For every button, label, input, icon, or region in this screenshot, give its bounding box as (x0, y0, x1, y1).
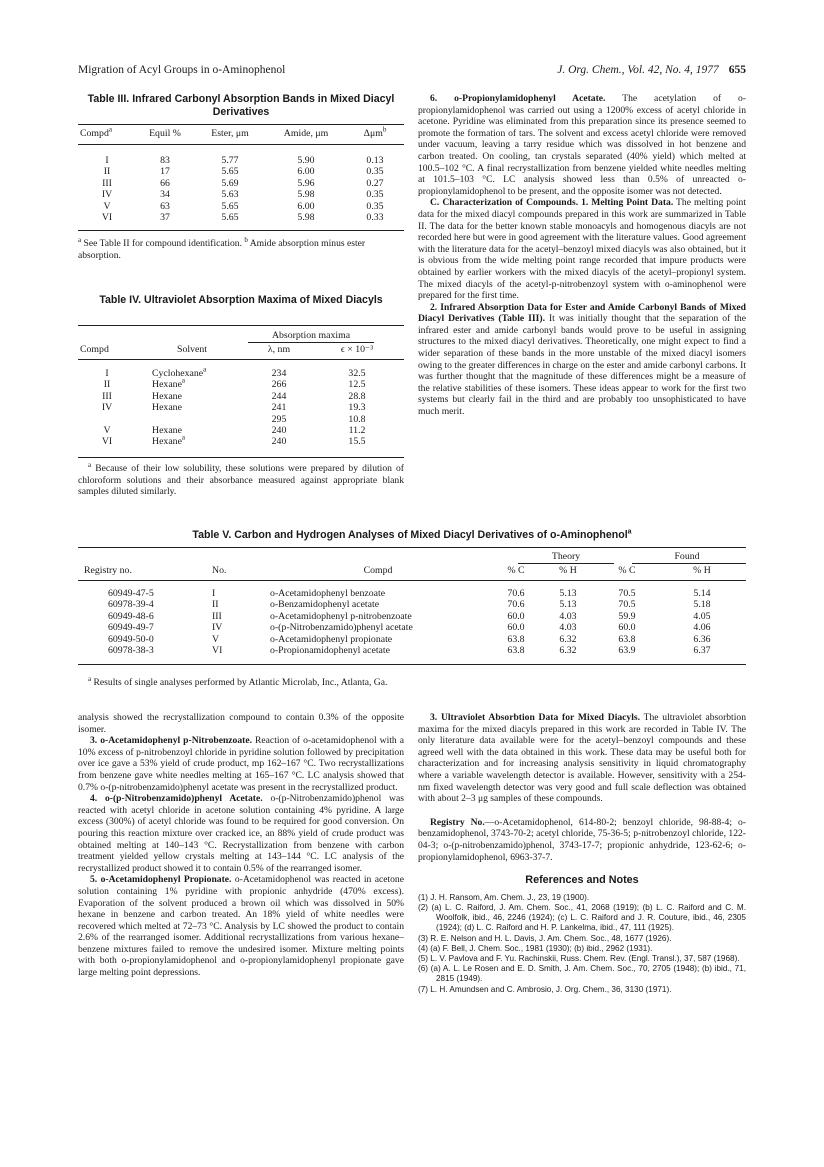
table-5-cell: 4.05 (693, 610, 711, 622)
table-4-cell: IV (101, 402, 113, 414)
table-5-cell: 70.5 (618, 599, 636, 611)
table-4-header-rule (78, 359, 404, 360)
table-3-col-delta: Δμm$^b$ (363, 125, 387, 139)
table-5-header (78, 565, 746, 576)
running-header-journal (557, 64, 746, 76)
table-4-footnote: $^a$ Because of their low solubility, these solutions were prepared by dilution of chloroform solutions and their absorbance measured against appropriate blank samples diluted similarly. (78, 460, 404, 498)
table-4-col-epsilon: ϵ × 10⁻³ (340, 344, 374, 355)
table-4-cell: 10.8 (348, 413, 366, 425)
table-5-top-rule (78, 547, 746, 548)
table-5-col-compd: Compd (363, 565, 393, 576)
running-header-title: Migration of Acyl Groups in o-Aminophenol (78, 64, 286, 76)
table-4-col-lambda: λ, nm (267, 344, 291, 355)
table-4-row (78, 391, 404, 402)
table-5-col-theory-h: % H (559, 565, 577, 576)
table-5-title: Table V. Carbon and Hydrogen Analyses of Mixed Diacyl Derivatives of o-Aminophenol$^a$ (192, 528, 632, 541)
table-4-cell: 234 (271, 368, 287, 379)
table-5-cell: o-Acetamidophenyl benzoate (270, 588, 386, 599)
table-5-group-found: Found (674, 551, 700, 562)
table-5-cell: o-Propionamidophenyl acetate (270, 645, 390, 657)
table-5-cell: 6.32 (559, 645, 577, 657)
table-5-cell: 6.32 (559, 633, 577, 645)
table-3-cell: 66 (160, 177, 170, 189)
table-3-header (78, 125, 404, 139)
table-5-cell: 60978-38-3 (108, 645, 154, 657)
table-3-cell: I (105, 155, 109, 166)
table-3-cell: 83 (160, 155, 170, 166)
table-3-cell: III (102, 177, 112, 189)
table-3-col-ester: Ester, μm (211, 128, 249, 139)
table-5-theory-rule (518, 563, 614, 564)
table-3-cell: 5.63 (221, 189, 239, 201)
table-5-cell: 4.03 (559, 610, 577, 622)
table-5-cell: V (212, 633, 220, 645)
table-5-cell: 70.6 (507, 599, 525, 611)
right-column-top (418, 93, 746, 418)
table-3-row (78, 189, 404, 200)
table-5-cell: 60.0 (507, 622, 525, 634)
table-3-cell: 0.35 (366, 189, 384, 201)
right-column-bottom (418, 712, 746, 995)
table-3-row (78, 178, 404, 189)
table-4-cell: 11.2 (348, 425, 366, 437)
table-5-col-no: No. (212, 565, 227, 576)
table-4-cell: Cyclohexane$^a$ (152, 365, 207, 379)
table-4-cell: 241 (271, 402, 287, 414)
table-5-body (78, 588, 746, 656)
table-3-top-rule (78, 124, 404, 125)
page-number: 655 (728, 64, 746, 76)
references-heading: References and Notes (525, 874, 639, 887)
paragraph-characterization: C. Characterization of Compounds. 1. Melting Point Data. The melting point data for the mixed diacyl compounds prepared in this work are summarized in Table II. The data for the better known stable monoacyls and homogenous diacyls are not recorded here but were in good agreement with the literature values. Good agreement with the literature data for the acetyl–benzoyl mixed diacyls was also obtained, but it is obvious from the wide melting point range recorded that impure products were obtained by earlier workers with the mixed diacyls of the acetyl–propionyl system. The mixed diacyls of the acetyl-p-nitrobenzoyl system with o-aminophenol were prepared for the first time. (418, 197, 746, 302)
table-5-cell: 5.13 (559, 588, 577, 599)
table-4-cell: Hexane (152, 390, 182, 402)
table-4-top-rule (78, 325, 404, 326)
table-3-cell: 63 (160, 200, 170, 212)
table-4-col-compd: Compd (80, 344, 109, 355)
table-5-col-theory-c: % C (507, 565, 525, 576)
table-4-cell: 240 (271, 425, 287, 437)
table-3-cell: 6.00 (297, 200, 315, 212)
table-3-cell: 34 (160, 189, 170, 201)
table-3-cell: 0.35 (366, 166, 384, 178)
table-3-cell: V (103, 200, 111, 212)
paragraph-5: 5. o-Acetamidophenyl Propionate. o-Acetamidophenol was reacted in acetone solution containing 1% pyridine with propionic anhydride (470% excess). Evaporation of the solvent produced a brown oil which was dissolved in 50% hexane in benzene and carbon treated. An 18% yield of white needles were recovered which melted at 72–73 °C. Analysis by LC showed the product to contain 2.6% of the rearranged isomer. Additional recrystallizations from various hexane–benzene mixtures failed to remove the undesired isomer. Mixture melting points with both o-propionylamidophenol and o-propionylamidophenyl propionate gave large melting point depressions. (78, 874, 404, 979)
table-3-row (78, 212, 404, 223)
registry-numbers: Registry No.—o-Acetamidophenol, 614-80-2; benzoyl chloride, 98-88-4; o-benzamidophenol, 3743-70-2; acetyl chloride, 75-36-5; p-nitrobenzoyl chloride, 122-04-3; o-(p-nitrobenzamido)phenol, 3743-17-7; propionic anhydride, 123-62-6; o-propionylamidophenol, 6963-37-7. (418, 816, 747, 863)
paragraph-3: 3. o-Acetamidophenyl p-Nitrobenzoate. Reaction of o-acetamidophenol with a 10% excess of p-nitrobenzoyl chloride in pyridine solution followed by precipitation over ice gave a 53% yield of crude product, mp 162–167 °C. Two recrystallizations from benzene gave white needles melting at 165–167 °C. LC analysis showed that 0.7% o-(p-nitrobenzamido)phenyl acetate was present in the recrystallized product. (78, 735, 404, 793)
table-4-cell: Hexane (152, 425, 182, 437)
table-5-cell: 60.0 (618, 622, 636, 634)
reference-item: (4) (a) F. Bell, J. Chem. Soc., 1981 (1930); (b) ibid., 2962 (1931). (418, 943, 653, 953)
table-3-col-equil: Equil % (149, 128, 181, 139)
paragraph-characterization-heading: C. Characterization of Compounds. 1. Melting Point Data. (430, 197, 674, 209)
table-4-cell: II (103, 379, 111, 391)
table-4-cell: 12.5 (348, 379, 366, 391)
reference-item: (7) L. H. Amundsen and C. Ambrosio, J. Org. Chem., 36, 3130 (1971). (418, 984, 672, 994)
table-5-cell: 60949-49-7 (108, 622, 154, 634)
paragraph-uv: 3. Ultraviolet Absorbtion Data for Mixed Diacyls. The ultraviolet absorbtion maxima for the mixed diacyls prepared in this work are recorded in Table IV. The only literature data available were for the acetyl–benzoyl compounds and these agreed well with the data obtained in this work. These data may be useful both for characterization and for increasing analysis sensitivity in liquid chromatography where a variable wavelength detector is available. However, sensitivity with a 254-nm fixed wavelength detector was very good and full scale deflection was obtained with about 2–3 μg samples of these compounds. (418, 712, 746, 805)
table-5-row (78, 588, 746, 599)
table-5-cell: o-(p-Nitrobenzamido)phenyl acetate (270, 622, 413, 634)
reference-item: (1) J. H. Ransom, Am. Chem. J., 23, 19 (1900). (418, 892, 590, 902)
table-3-cell: 37 (160, 212, 170, 224)
paragraph-continued: analysis showed the recrystallization compound to contain 0.3% of the opposite isomer. (78, 712, 404, 735)
table-4-cell: 15.5 (348, 436, 366, 448)
left-column-bottom (78, 712, 404, 979)
table-5-cell: 5.18 (693, 599, 711, 611)
table-3-cell: 5.96 (297, 177, 315, 189)
table-5-cell: 4.03 (559, 622, 577, 634)
table-5-col-found-h: % H (693, 565, 711, 576)
table-3-row (78, 166, 404, 177)
table-3-col-compd: Compd$^a$ (80, 125, 112, 139)
table-3-cell: 0.13 (366, 155, 384, 166)
table-3-title: Table III. Infrared Carbonyl Absorption Bands in Mixed Diacyl Derivatives (87, 93, 395, 118)
table-3-bottom-rule (78, 230, 404, 231)
table-3-header-rule (78, 144, 404, 145)
table-4-cell: 240 (271, 436, 287, 448)
paragraph-infrared-heading: 2. Infrared Absorption Data for Ester and Amide Carbonyl Bands of Mixed Diacyl Derivatives (Table III). (418, 301, 746, 325)
paragraph-4-heading: 4. o-(p-Nitrobenzamido)phenyl Acetate. (90, 793, 263, 805)
table-5-header-rule (78, 580, 746, 581)
table-4-header (78, 344, 404, 355)
table-3-cell: 6.00 (297, 166, 315, 178)
table-4-cell: 295 (271, 413, 287, 425)
reference-item: (2) (a) L. C. Raiford, J. Am. Chem. Soc., 41, 2068 (1919); (b) L. C. Raiford and C. M. Woolfolk, ibid., 46, 2246 (1924); (c) L. C. Raiford and J. R. Couture, ibid., 46, 2305 (1924); (d) L. C. Raiford and H. P. Lankelma, ibid., 47, 111 (1925). (418, 902, 746, 933)
table-5-cell: 5.13 (559, 599, 577, 611)
table-3-cell: IV (101, 189, 113, 201)
table-3-row (78, 201, 404, 212)
table-4-cell (136, 414, 248, 425)
table-4-col-solvent: Solvent (177, 344, 207, 355)
table-4-cell: Hexane (152, 402, 182, 414)
table-4-cell: V (103, 425, 111, 437)
table-5-cell: 5.14 (693, 588, 711, 599)
table-4-cell: VI (101, 436, 113, 448)
table-5-cell: I (212, 588, 216, 599)
paragraph-6: 6. o-Propionylamidophenyl Acetate. The acetylation of o-propionylamidophenol was carried out using a 1200% excess of acetyl chloride in acetone. Pyridine was eliminated from this preparation since its presence seemed to promote the formation of tars. The solvent and excess acetyl chloride were removed under vacuum, leaving a tarry residue which was dissolved in hot benzene and carbon treated. On cooling, tan crystals separated (40% yield) which melted at 100.5–102 °C. A final recrystallization from benzene yielded white needles melting at 101.5–103 °C. LC analysis showed less than 0.5% of unreacted o-propionylamidophenol to be present, and the opposite isomer was not detected. (418, 93, 746, 197)
table-5-cell: 60978-39-4 (108, 599, 154, 611)
table-4-row (78, 425, 404, 436)
table-5-cell: o-Benzamidophenyl acetate (270, 599, 380, 611)
table-3-cell: 5.98 (297, 212, 315, 224)
table-5-cell: 4.06 (693, 622, 711, 634)
table-4-row (78, 436, 404, 447)
table-5-cell: 63.8 (618, 633, 636, 645)
table-4-cell: 28.8 (348, 390, 366, 402)
table-3-cell: 17 (160, 166, 170, 178)
table-5-cell: 6.36 (693, 633, 711, 645)
table-5-row (78, 634, 746, 645)
table-5-col-found-c: % C (618, 565, 636, 576)
table-5-row (78, 622, 746, 633)
table-4-cell: 266 (271, 379, 287, 391)
table-4-cell: 19.3 (348, 402, 366, 414)
table-5-cell: 63.9 (618, 645, 636, 657)
table-5-cell: o-Acetamidophenyl p-nitrobenzoate (270, 610, 412, 622)
table-4-group-rule (248, 342, 374, 343)
table-5-cell: 60949-47-5 (108, 588, 154, 599)
paragraph-6-heading: 6. o-Propionylamidophenyl Acetate. (430, 93, 606, 104)
table-3-cell: 0.33 (366, 212, 384, 224)
table-3-cell: 5.69 (221, 177, 239, 189)
table-3-cell: 5.98 (297, 189, 315, 201)
table-5-row (78, 611, 746, 622)
table-3-cell: 5.65 (221, 166, 239, 178)
table-5-cell: II (212, 599, 219, 611)
reference-item: (5) L. V. Pavlova and F. Yu. Rachinskii, Russ. Chem. Rev. (Engl. Transl.), 37, 587 (1968). (418, 953, 740, 963)
table-5-cell: 60.0 (507, 610, 525, 622)
table-5-cell: 59.9 (618, 610, 636, 622)
table-5-row (78, 645, 746, 656)
table-5-cell: 60949-48-6 (108, 610, 154, 622)
table-5-cell: 63.8 (507, 633, 525, 645)
journal-citation: J. Org. Chem., Vol. 42, No. 4, 1977 (557, 64, 719, 76)
paragraph-4: 4. o-(p-Nitrobenzamido)phenyl Acetate. o-(p-Nitrobenzamido)phenol was reacted with acetyl chloride in acetone solution containing 4% pyridine. A large excess (300%) of acetyl chloride was found to be required for good conversion. On pouring this reaction mixture over cracked ice, an 88% yield of crude product was obtained melting at 140–143 °C. Recrystallization from benzene with carbon treatment yielded yellow crystals melting at 143–144 °C. LC analysis of the recrystallized product showed it to contain 0.5% of the rearranged isomer. (78, 793, 404, 874)
table-3-cell: VI (101, 212, 113, 224)
table-3-cell: 0.35 (366, 200, 384, 212)
table-4-cell: Hexane$^a$ (152, 434, 186, 448)
table-5-bottom-rule (78, 664, 746, 665)
table-3-cell: 5.90 (297, 155, 315, 166)
table-4-cell: Hexane$^a$ (152, 377, 186, 391)
table-5-cell: 6.37 (693, 645, 711, 657)
registry-heading: Registry No. (430, 816, 485, 828)
table-5-row (78, 599, 746, 610)
table-5-col-registry: Registry no. (84, 565, 132, 576)
table-3-footnote: $^a$ See Table II for compound identification. $^b$ Amide absorption minus ester absorption. (78, 235, 366, 261)
table-3-col-amide: Amide, μm (283, 128, 329, 139)
table-4-body (78, 365, 404, 448)
table-4-row (78, 368, 404, 379)
table-4-cell (78, 414, 136, 425)
table-4-group-header: Absorption maxima (271, 330, 351, 341)
table-4-cell: 32.5 (348, 368, 366, 379)
paragraph-3-heading: 3. o-Acetamidophenyl p-Nitrobenzoate. (90, 735, 252, 747)
table-5-cell: 70.6 (507, 588, 525, 599)
table-3-cell: II (103, 166, 111, 178)
table-4-cell: III (102, 390, 112, 402)
table-5-cell: VI (212, 645, 223, 657)
table-3-cell: 0.27 (366, 177, 384, 189)
table-5-group-theory: Theory (551, 551, 581, 562)
table-5-found-rule (632, 563, 746, 564)
table-5-cell: IV (212, 622, 223, 634)
table-3-cell: 5.77 (221, 155, 239, 166)
reference-item: (3) R. E. Nelson and H. L. Davis, J. Am. Chem. Soc., 48, 1677 (1926). (418, 933, 672, 943)
table-4-row (78, 414, 404, 425)
table-5-cell: 63.8 (507, 645, 525, 657)
paragraph-uv-heading: 3. Ultraviolet Absorbtion Data for Mixed Diacyls. (430, 712, 641, 723)
table-3-row (78, 155, 404, 166)
table-5-cell: III (212, 610, 222, 622)
table-5-footnote: $^a$ Results of single analyses performed by Atlantic Microlab, Inc., Atlanta, Ga. (88, 674, 388, 688)
table-5-cell: o-Acetamidophenyl propionate (270, 633, 393, 645)
table-3-cell: 5.65 (221, 212, 239, 224)
table-3-body (78, 155, 404, 223)
table-4-cell: I (105, 368, 109, 379)
references-list (418, 893, 746, 995)
table-4-bottom-rule (78, 457, 404, 458)
table-4-cell: 244 (271, 390, 287, 402)
table-4-title: Table IV. Ultraviolet Absorption Maxima of Mixed Diacyls (99, 294, 383, 306)
reference-item: (6) (a) A. L. Le Rosen and E. D. Smith, J. Am. Chem. Soc., 70, 2705 (1948); (b) ibid., 71, 2815 (1949). (418, 964, 746, 984)
paragraph-infrared: 2. Infrared Absorption Data for Ester and Amide Carbonyl Bands of Mixed Diacyl Derivatives (Table III). It was initially thought that the separation of the infrared ester and amide carbonyl bands would prove to be useful in assigning structures to the mixed diacyl derivatives. Theoretically, one might expect to find a wider separation of these bands in the more unstable of the mixed diacyl isomers owing to the greater differences in charge on the ester and amide carbonyl carbons. It was further thought that the magnitude of these differences might be a measure of the relative stabilities of these isomers. These ideas appear to work for the first two systems but clearly fail in the third and are probably too unsophisticated to have much merit. (418, 301, 746, 418)
paragraph-5-heading: 5. o-Acetamidophenyl Propionate. (90, 874, 232, 886)
table-5-cell: 70.5 (618, 588, 636, 599)
table-5-cell: 60949-50-0 (108, 633, 154, 645)
table-3-cell: 5.65 (221, 200, 239, 212)
table-4-row (78, 402, 404, 413)
table-4-row (78, 379, 404, 390)
